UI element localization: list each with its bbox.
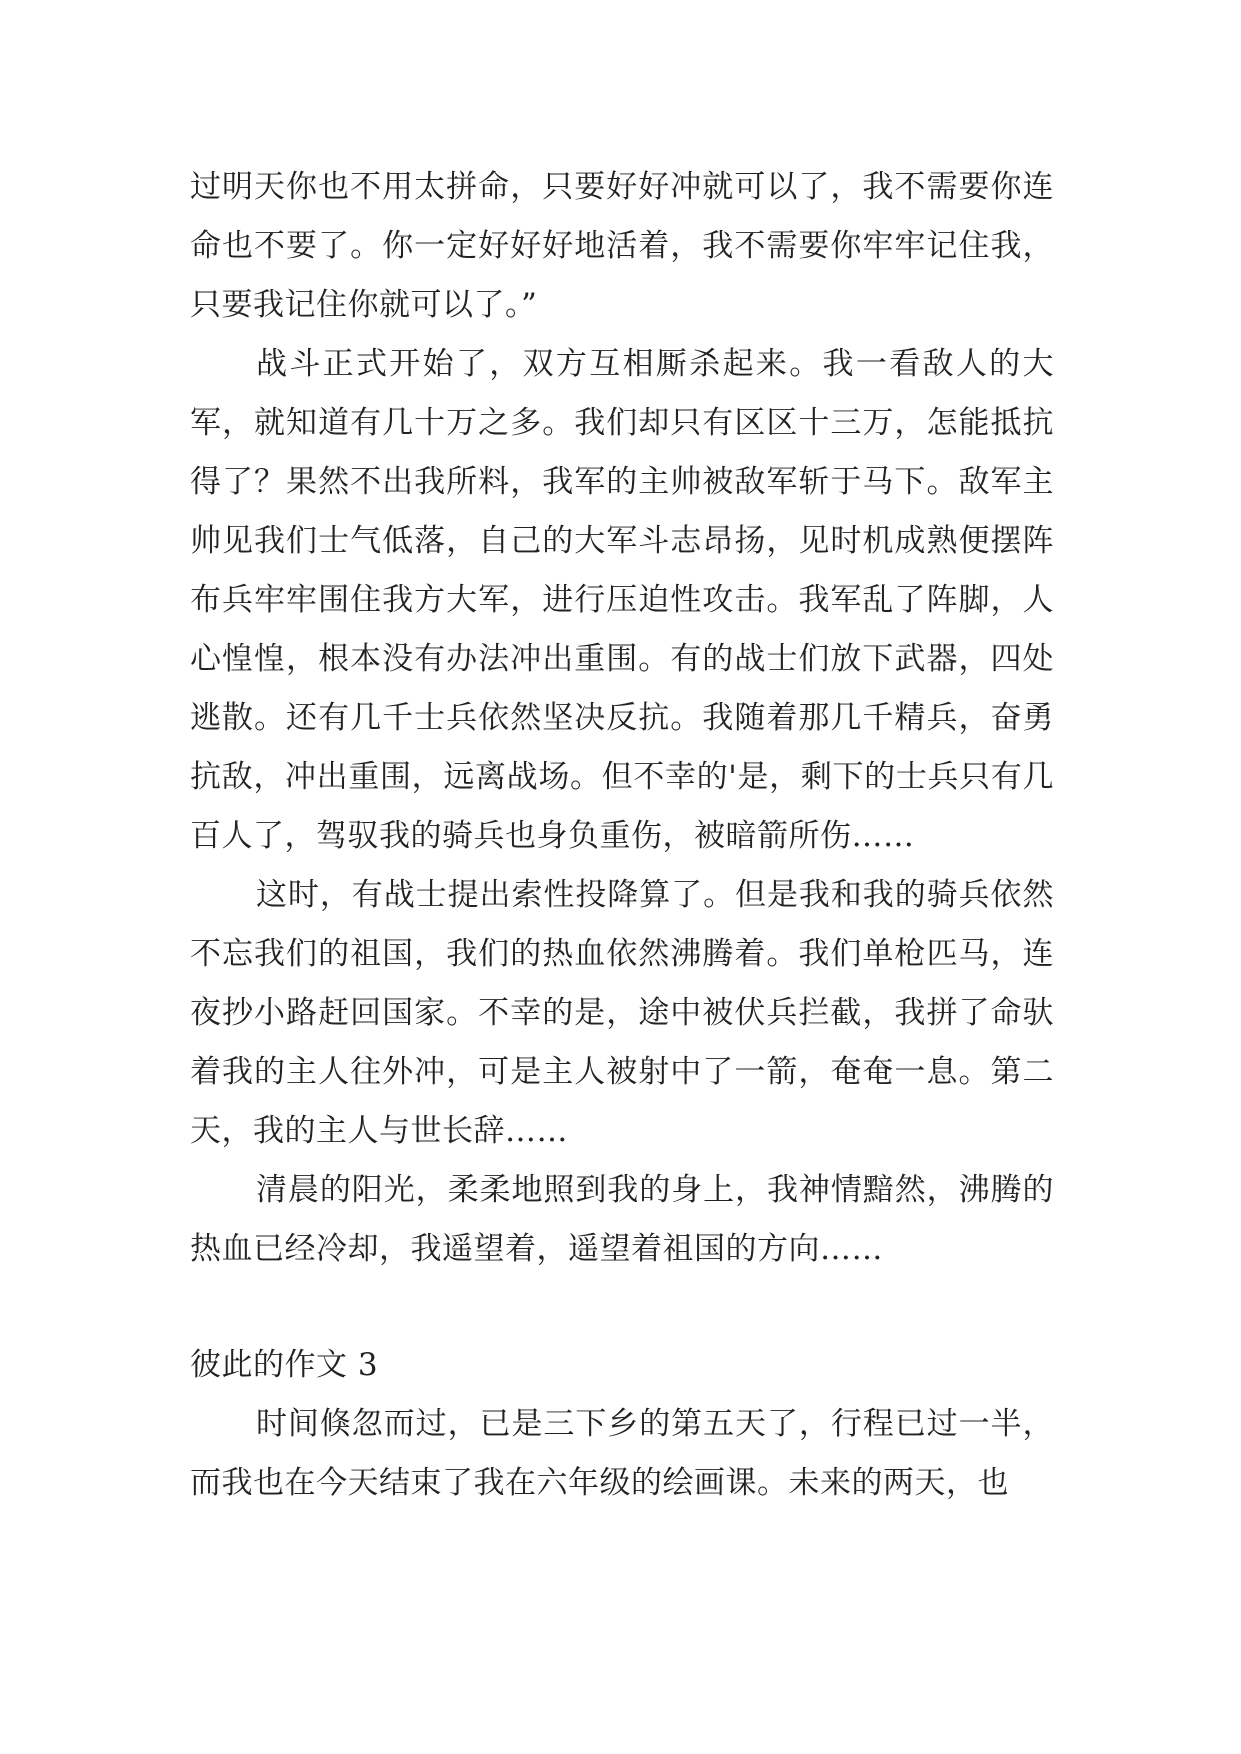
section-heading: 彼此的作文 3: [190, 1347, 379, 1383]
paragraph-5: 时间倏忽而过，已是三下乡的第五天了，行程已过一半，而我也在今天结束了我在六年级的绘画课。未来的两天，也: [190, 1406, 1054, 1501]
paragraph-2: 战斗正式开始了，双方互相厮杀起来。我一看敌人的大军，就知道有几十万之多。我们却只有区区十三万，怎能抵抗得了？果然不出我所料，我军的主帅被敌军斩于马下。敌军主帅见我们士气低落，自己的大军斗志昂扬，见时机成熟便摆阵布兵牢牢围住我方大军，进行压迫性攻击。我军乱了阵脚，人心惶惶，根本没有办法冲出重围。有的战士们放下武器，四处逃散。还有几千士兵依然坚决反抗。我随着那几千精兵，奋勇抗敌，冲出重围，远离战场。但不幸的'是，剩下的士兵只有几百人了，驾驭我的骑兵也身负重伤，被暗箭所伤……: [190, 346, 1054, 854]
paragraph-4: 清晨的阳光，柔柔地照到我的身上，我神情黯然，沸腾的热血已经冷却，我遥望着，遥望着祖国的方向……: [190, 1172, 1054, 1267]
paragraph-1: 过明天你也不用太拼命，只要好好冲就可以了，我不需要你连命也不要了。你一定好好好地活着，我不需要你牢牢记住我，只要我记住你就可以了。”: [190, 169, 1054, 323]
document-body: [190, 158, 1054, 1513]
paragraph-3: 这时，有战士提出索性投降算了。但是我和我的骑兵依然不忘我们的祖国，我们的热血依然沸腾着。我们单枪匹马，连夜抄小路赶回国家。不幸的是，途中被伏兵拦截，我拼了命驮着我的主人往外冲，可是主人被射中了一箭，奄奄一息。第二天，我的主人与世长辞……: [190, 877, 1054, 1149]
